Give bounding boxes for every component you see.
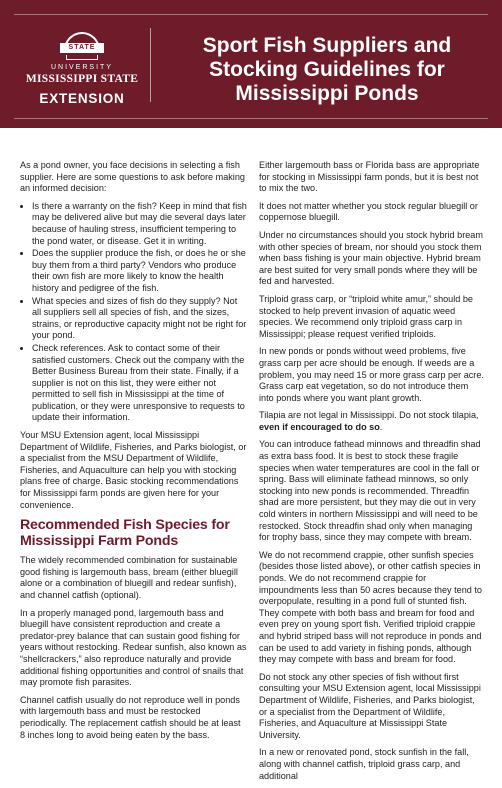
crappie-paragraph: We do not recommend crappie, other sunfish species (besides those listed above), or other catfish species in ponds. We do not recommend crappie for impoundments less than 50 acres because they tend to overpopulate, resulting in a pond full of stunted fish. They compete with both bass and bream for food and even prey on young sport fish. Verified triploid crappie and hybrid striped bass will not reproduce in ponds and can be used to add variety in fishing ponds, although they may compete with bass and bream for food.	[259, 549, 482, 665]
bluegill-paragraph: It does not matter whether you stock regular bluegill or coppernose bluegill.	[259, 200, 478, 223]
seal-text: STATE	[60, 43, 104, 53]
unit-name: EXTENSION	[39, 91, 125, 106]
hybrid-bream-paragraph: Under no circumstances should you stock hybrid bream with other species of bream, nor should you stock them when bass fishing is your main objective. Hybrid bream are best suited for very small ponds where they will be fed and harvested.	[259, 229, 483, 287]
managed-pond-paragraph: In a properly managed pond, largemouth bass and bluegill have consistent reproduction and create a predator-prey balance that can sustain good fishing for years without restocking. Redear sunfish, also known as “shellcrackers,” also reproduce naturally and provide additional fishing opportunities and control of snails that may promote fish parasites.	[20, 607, 247, 688]
university-label: UNIVERSITY	[50, 64, 113, 71]
combination-paragraph: The widely recommended combination for sustainable good fishing is largemouth bass, bream (either bluegill alone or a combination of bluegill and redear sunfish), and channel catfish (optional).	[20, 555, 238, 600]
right-column	[259, 160, 485, 788]
institution-name: MISSISSIPPI STATE	[25, 73, 139, 85]
supplier-questions-list	[32, 201, 248, 424]
grass-carp-rate-paragraph: In new ponds or ponds without weed problems, five grass carp per acre should be enough. If weeds are a problem, you may need 15 or more grass carp per acre. Grass carp eat vegetation, so do not introduce them into ponds where you want plant growth.	[259, 346, 484, 403]
tilapia-text: Tilapia are not legal in Mississippi. Do not stock tilapia,	[259, 410, 479, 421]
title-line-3: Mississippi Ponds	[235, 82, 419, 105]
left-column	[20, 160, 248, 747]
state-seal-icon	[60, 32, 104, 62]
extension-help-paragraph: Your MSU Extension agent, local Mississippi Department of Wildlife, Fisheries, and Parks biologist, or a specialist from the MSU Department of Wildlife, Fisheries, and Aquaculture can help you with stocking plans free of charge. Basic stocking recommendations for Mississippi farm ponds are given here for your convenience.	[20, 430, 247, 510]
list-item: • Is there a warranty on the fish? Keep in mind that fish may be delivered alive but may die several days later because of hauling stress, insufficient tempering to the pond water, or disease. Get it in writing.	[32, 201, 248, 247]
forage-paragraph: You can introduce fathead minnows and threadfin shad as extra bass food. It is best to stock these fragile species when water temperatures are cool in the fall or spring. Bass will eliminate fathead minnows, so only stocking into new ponds is recommended. Threadfin shad are more persistent, but they may die out in very cold winters in northern Mississippi and will need to be restocked. Stock threadfin shad only when managing for trophy bass, since they may compete with bream.	[259, 439, 481, 543]
catfish-paragraph: Channel catfish usually do not reproduce well in ponds with largemouth bass and must be restocked periodically. The replacement catfish should be at least 8 inches long to avoid being eaten by the bass.	[20, 694, 241, 740]
banner-top-rule	[14, 14, 488, 15]
list-item: • Does the supplier produce the fish, or does he or she buy them from a third party? Vendors who produce their own fish are more likely to know the health history and pedigree of the fish.	[32, 248, 248, 294]
header-banner	[0, 0, 502, 128]
list-item: • What species and sizes of fish do they supply? Not all suppliers sell all species of fish, and the sizes, strains, or reproductive capacity might not be right for your pond.	[32, 296, 248, 342]
bass-paragraph: Either largemouth bass or Florida bass are appropriate for stocking in Mississippi farm ponds, but it is best not to mix the two.	[259, 160, 480, 194]
tilapia-paragraph	[259, 410, 485, 433]
title-line-2: Stocking Guidelines for	[209, 58, 445, 81]
consult-paragraph: Do not stock any other species of fish without first consulting your MSU Extension agent, local Mississippi Department of Wildlife, Fisheries, and Parks biologist, or a specialist from the Department of Wildlife, Fisheries, and Aquaculture at Mississippi State University.	[259, 671, 481, 740]
banner-divider	[150, 28, 151, 102]
document-title	[172, 34, 482, 106]
msu-extension-logo	[22, 32, 142, 106]
grass-carp-paragraph: Triploid grass carp, or “triploid white amur,” should be stocked to help prevent invasion of aquatic weed species. We recommend only triploid grass carp in Mississippi; please request verified triploids.	[259, 293, 473, 339]
title-line-1: Sport Fish Suppliers and	[202, 34, 452, 57]
banner-bottom-rule	[14, 118, 488, 119]
list-item: • Check references. Ask to contact some of their satisfied customers. Check out the company with the Better Business Bureau from their state. Finally, if a supplier is not on this list, they were either not permitted to sell fish in Mississippi at the time of publication, or they were unresponsive to requests to update their information.	[32, 343, 248, 424]
tilapia-end: .	[379, 421, 383, 432]
new-pond-paragraph: In a new or renovated pond, stock sunfish in the fall, along with channel catfish, triploid grass carp, and additional	[259, 747, 469, 781]
section-heading: Recommended Fish Species for Mississippi Farm Ponds	[20, 517, 230, 550]
intro-paragraph: As a pond owner, you face decisions in selecting a fish supplier. Here are some questions to ask before making an informed decision:	[20, 160, 245, 194]
tilapia-emphasis: even if encouraged to do so	[259, 421, 380, 432]
